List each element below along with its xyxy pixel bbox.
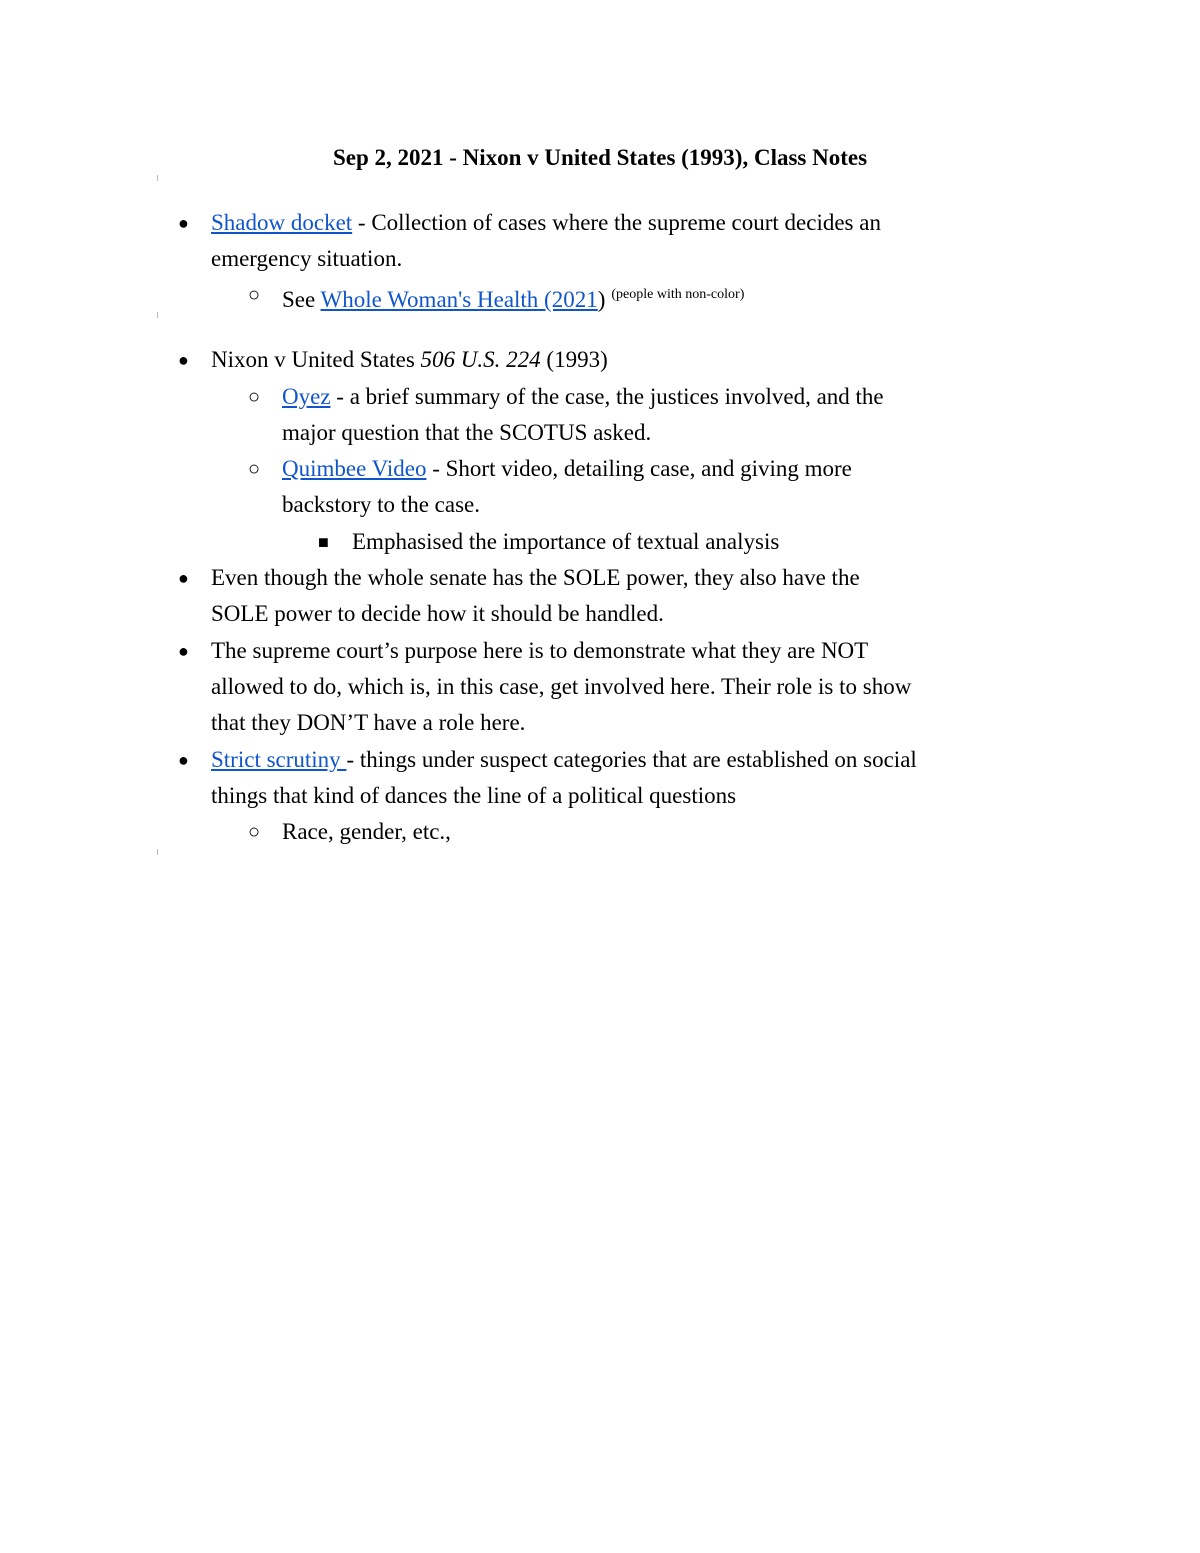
list-item-text: Emphasised the importance of textual analysis <box>352 529 780 554</box>
case-citation: 506 U.S. 224 <box>420 347 541 372</box>
list-item <box>282 382 884 412</box>
list-item-text: backstory to the case. <box>282 492 480 517</box>
margin-marker <box>157 175 158 181</box>
list-item-text: allowed to do, which is, in this case, get involved here. Their role is to show <box>211 674 912 699</box>
list-item <box>211 745 917 775</box>
list-item-text: - Short video, detailing case, and giving more <box>426 456 852 481</box>
bullet-square-icon: ■ <box>318 532 329 552</box>
list-item-text: ) <box>597 287 606 312</box>
list-item-text: See <box>282 287 321 312</box>
margin-marker <box>157 849 158 855</box>
list-item-text: Nixon v United States <box>211 347 421 372</box>
shadow-docket-link[interactable]: Shadow docket <box>211 210 353 235</box>
bullet-circle-icon: ○ <box>248 821 261 843</box>
list-item-text: - a brief summary of the case, the justices involved, and the <box>330 384 884 409</box>
bullet-dot-icon: ● <box>178 641 189 661</box>
strict-scrutiny-link[interactable]: Strict scrutiny <box>211 747 347 772</box>
list-item <box>211 345 608 375</box>
list-item-text: things that kind of dances the line of a political questions <box>211 783 737 808</box>
case-year: (1993) <box>540 347 608 372</box>
quimbee-video-link[interactable]: Quimbee Video <box>282 456 427 481</box>
bullet-circle-icon: ○ <box>248 386 261 408</box>
list-item <box>282 454 852 484</box>
page-title: Sep 2, 2021 - Nixon v United States (1993), Class Notes <box>332 145 868 170</box>
bullet-circle-icon: ○ <box>248 458 261 480</box>
list-item <box>211 208 881 238</box>
whole-womans-health-link[interactable]: Whole Woman's Health (2021 <box>320 287 598 312</box>
list-item-text: major question that the SCOTUS asked. <box>282 420 652 445</box>
list-item-text: emergency situation. <box>211 246 403 271</box>
oyez-link[interactable]: Oyez <box>282 384 331 409</box>
bullet-circle-icon: ○ <box>248 284 261 306</box>
list-item-text: SOLE power to decide how it should be handled. <box>211 601 664 626</box>
list-item-text: Even though the whole senate has the SOLE power, they also have the <box>211 565 860 590</box>
list-item-text: Race, gender, etc., <box>282 819 451 844</box>
superscript-note: (people with non-color) <box>611 287 745 302</box>
list-item-text: The supreme court’s purpose here is to demonstrate what they are NOT <box>211 638 869 663</box>
list-item-text: that they DON’T have a role here. <box>211 710 526 735</box>
list-item <box>282 280 744 315</box>
bullet-dot-icon: ● <box>178 568 189 588</box>
margin-marker <box>157 312 158 318</box>
bullet-dot-icon: ● <box>178 350 189 370</box>
bullet-dot-icon: ● <box>178 213 189 233</box>
list-item-text: - Collection of cases where the supreme court decides an <box>352 210 881 235</box>
list-item-text: - things under suspect categories that are established on social <box>346 747 917 772</box>
bullet-dot-icon: ● <box>178 750 189 770</box>
